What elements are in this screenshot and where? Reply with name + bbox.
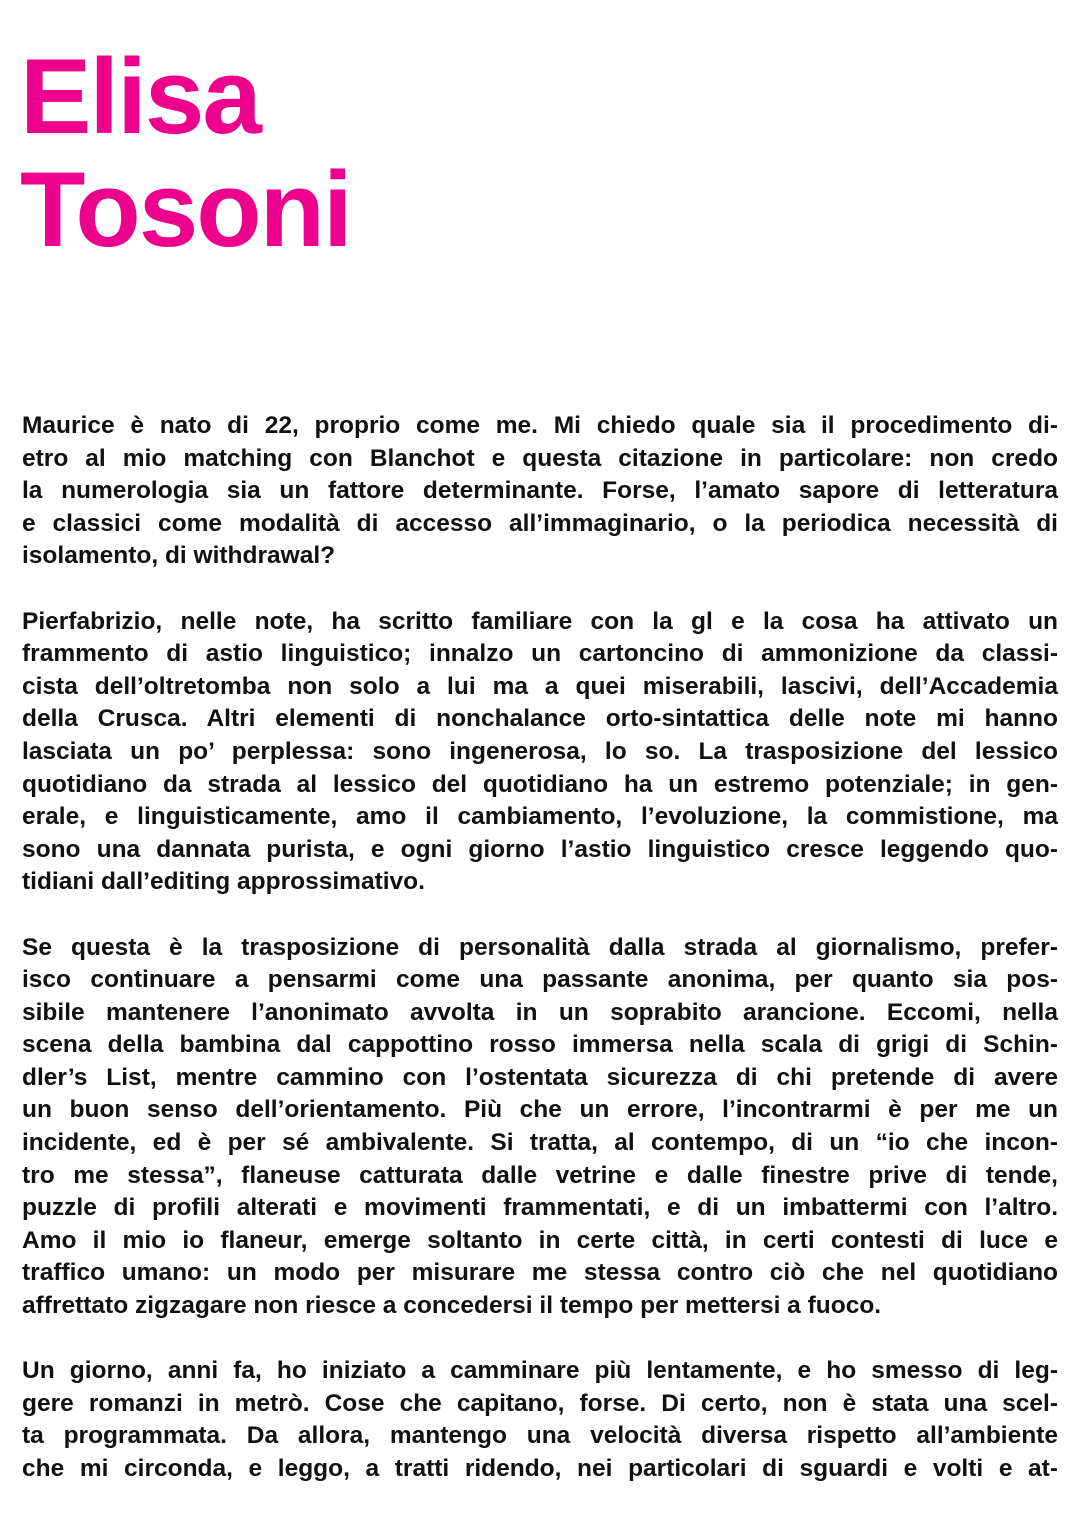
text-line: un buon senso dell’orientamento. Più che un errore, l’incontrarmi è per me un (22, 1096, 1058, 1124)
text-line: frammento di astio linguistico; innalzo un cartoncino di ammonizione da classi- (22, 640, 1058, 668)
text-line: isco continuare a pensarmi come una passante anonima, per quanto sia pos- (22, 966, 1058, 994)
text-line: Pierfabrizio, nelle note, ha scritto familiare con la gl e la cosa ha attivato un (22, 607, 1058, 635)
text-line: traffico umano: un modo per misurare me stessa contro ciò che nel quotidiano (22, 1259, 1058, 1287)
author-name (20, 36, 351, 269)
text-line: incidente, ed è per sé ambivalente. Si tratta, al contempo, di un “io che incon- (22, 1129, 1058, 1157)
text-line: che mi circonda, e leggo, a tratti ridendo, nei particolari di sguardi e volti e at- (22, 1455, 1058, 1482)
text-line: affrettato zigzagare non riesce a concedersi il tempo per mettersi a fuoco. (22, 1292, 882, 1320)
text-line: cista dell’oltretomba non solo a lui ma a quei miserabili, lascivi, dell’Accademia (22, 672, 1058, 700)
text-line: gere romanzi in metrò. Cose che capitano, forse. Di certo, non è stata una scel- (22, 1389, 1058, 1417)
text-line: della Crusca. Altri elementi di nonchalance orto-sintattica delle note mi hanno (22, 705, 1058, 733)
text-line: isolamento, di withdrawal? (22, 542, 336, 570)
author-first-name: Elisa (20, 36, 260, 156)
text-line: tidiani dall’editing approssimativo. (22, 868, 425, 896)
author-last-name: Tosoni (20, 149, 351, 269)
text-line: etro al mio matching con Blanchot e questa citazione in particolare: non credo (22, 444, 1058, 472)
paragraph-3 (22, 932, 1058, 1323)
paragraph-2 (22, 606, 1058, 899)
text-line: sibile mantenere l’anonimato avvolta in un soprabito arancione. Eccomi, nella (22, 998, 1058, 1026)
text-line: sono una dannata purista, e ogni giorno l’astio linguistico cresce leggendo quo- (22, 835, 1058, 863)
text-line: quotidiano da strada al lessico del quotidiano ha un estremo potenziale; in gen- (22, 770, 1058, 798)
text-line: ta programmata. Da allora, mantengo una velocità diversa rispetto all’ambiente (22, 1422, 1058, 1450)
essay-body (22, 410, 1058, 1518)
text-line: Un giorno, anni fa, ho iniziato a camminare più lentamente, e ho smesso di leg- (22, 1357, 1058, 1385)
text-line: puzzle di profili alterati e movimenti frammentati, e di un imbattermi con l’altro. (22, 1194, 1058, 1222)
paragraph-1 (22, 410, 1058, 573)
text-line: tro me stessa”, flaneuse catturata dalle vetrine e dalle finestre prive di tende, (22, 1161, 1058, 1189)
text-line: Maurice è nato di 22, proprio come me. Mi chiedo quale sia il procedimento di- (22, 412, 1058, 439)
text-line: erale, e linguisticamente, amo il cambiamento, l’evoluzione, la commistione, ma (22, 803, 1058, 831)
text-line: dler’s List, mentre cammino con l’ostentata sicurezza di chi pretende di avere (22, 1063, 1058, 1091)
text-line: scena della bambina dal cappottino rosso immersa nella scala di grigi di Schin- (22, 1031, 1058, 1059)
paragraph-4 (22, 1355, 1058, 1485)
text-line: Se questa è la trasposizione di personalità dalla strada al giornalismo, prefer- (22, 933, 1058, 961)
text-line: lasciata un po’ perplessa: sono ingenerosa, lo so. La trasposizione del lessico (22, 737, 1058, 765)
text-line: e classici come modalità di accesso all’immaginario, o la periodica necessità di (22, 509, 1058, 537)
text-line: Amo il mio io flaneur, emerge soltanto in certe città, in certi contesti di luce e (22, 1226, 1058, 1254)
text-line: la numerologia sia un fattore determinante. Forse, l’amato sapore di letteratura (22, 477, 1058, 505)
